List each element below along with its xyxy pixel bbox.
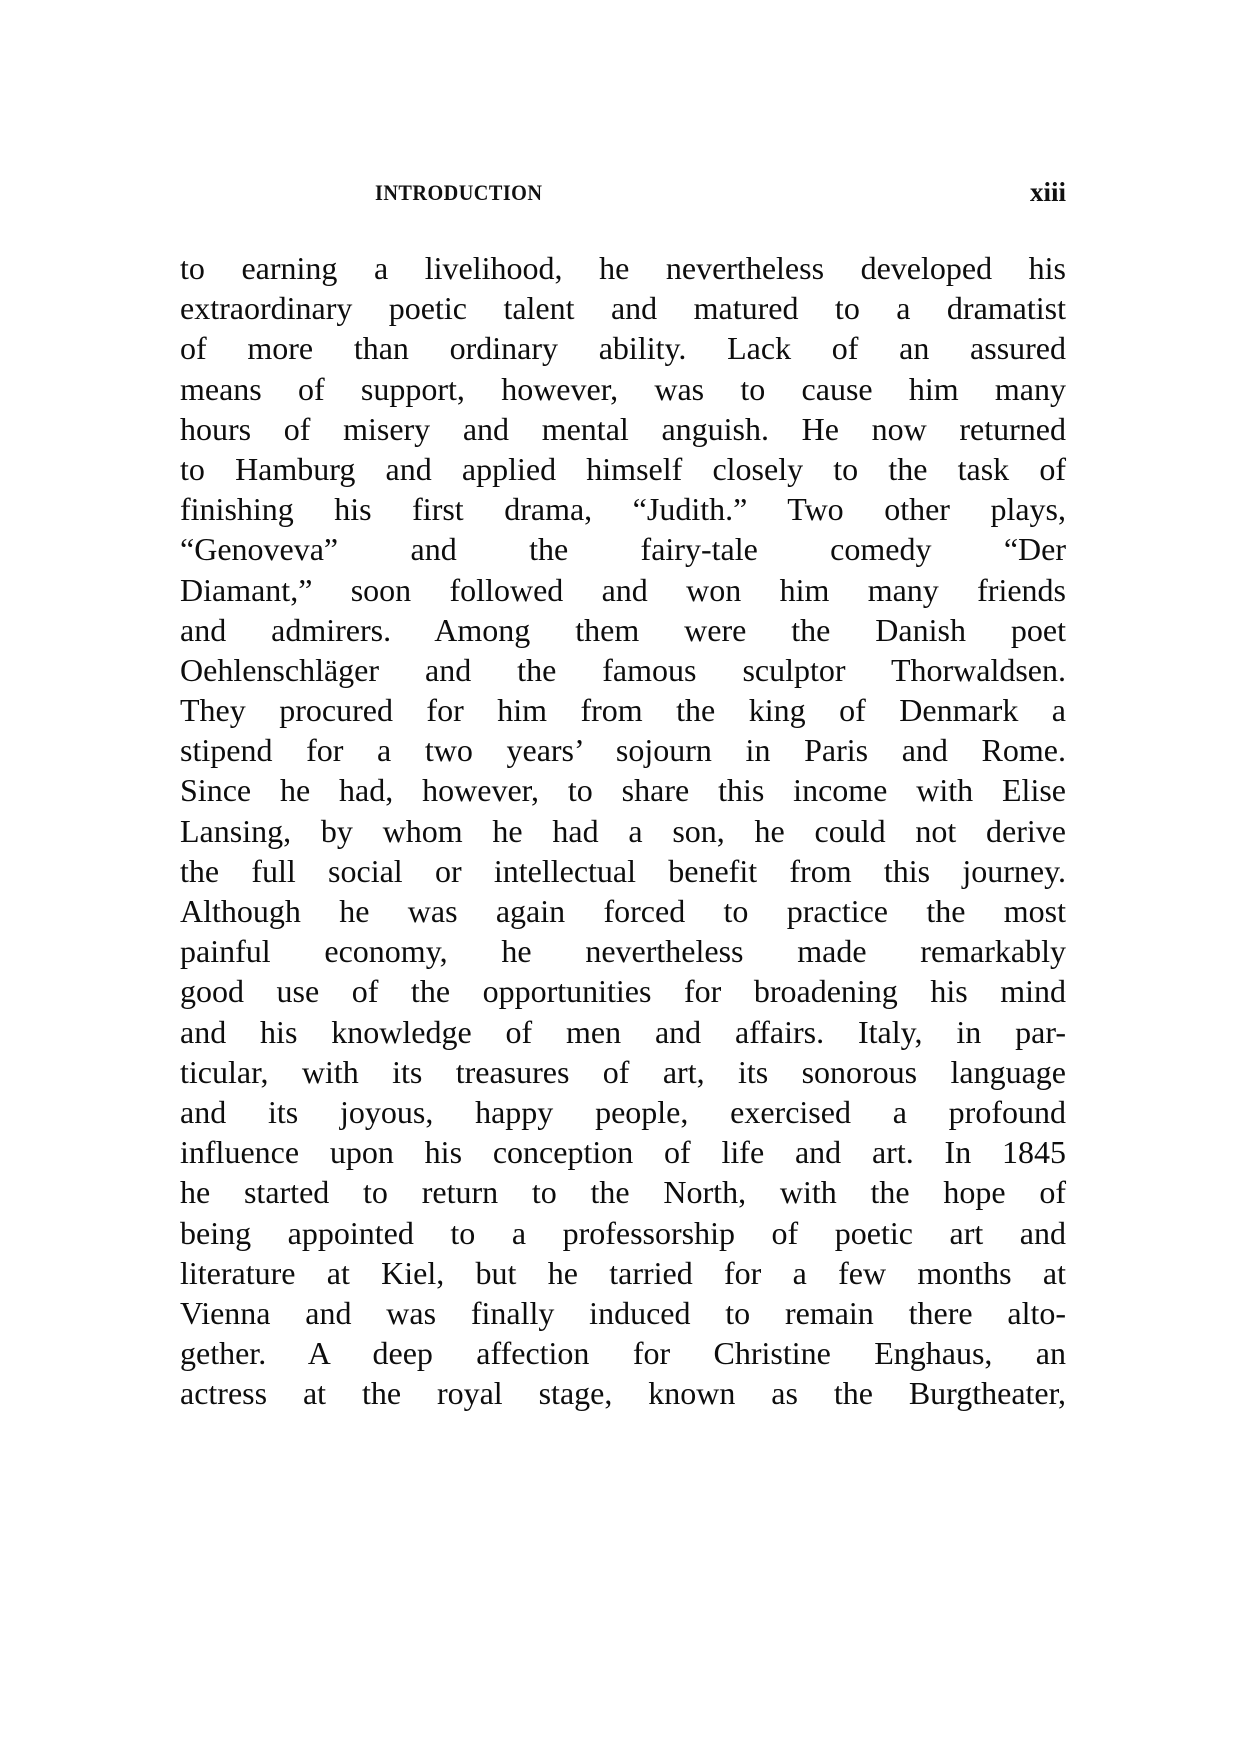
text-line: “Genoveva” and the fairy-tale comedy “Der (180, 531, 1066, 568)
text-line: Lansing, by whom he had a son, he could not derive (180, 812, 1066, 849)
text-line: hours of misery and mental anguish. He now returned (180, 410, 1066, 447)
text-line: and its joyous, happy people, exercised a profound (180, 1093, 1066, 1130)
text-line: stipend for a two years’ sojourn in Paris and Rome. (180, 732, 1066, 769)
text-line: Vienna and was finally induced to remain there alto- (180, 1294, 1066, 1331)
text-line: Oehlenschläger and the famous sculptor Thorwaldsen. (180, 651, 1066, 688)
text-line: ticular, with its treasures of art, its sonorous language (180, 1053, 1066, 1090)
text-line: literature at Kiel, but he tarried for a few months at (180, 1254, 1066, 1291)
chapter-title: INTRODUCTION (375, 180, 543, 205)
text-line: means of support, however, was to cause him many (180, 370, 1066, 407)
text-line: good use of the opportunities for broadening his mind (180, 973, 1066, 1010)
text-line: Diamant,” soon followed and won him many friends (180, 571, 1066, 608)
text-line: being appointed to a professorship of poetic art and (180, 1214, 1066, 1251)
text-line: Since he had, however, to share this income with Elise (180, 772, 1066, 809)
text-line: gether. A deep affection for Christine Enghaus, an (180, 1335, 1066, 1372)
text-line: to earning a livelihood, he nevertheless developed his (180, 250, 1066, 286)
text-line: actress at the royal stage, known as the Burgtheater, (180, 1375, 1066, 1412)
text-line: to Hamburg and applied himself closely to the task of (180, 450, 1066, 487)
page-number: xiii (1029, 177, 1066, 207)
text-line: of more than ordinary ability. Lack of an assured (180, 330, 1066, 367)
text-line: Although he was again forced to practice the most (180, 893, 1066, 929)
text-line: and his knowledge of men and affairs. Italy, in par- (180, 1013, 1066, 1050)
running-head (180, 177, 1066, 210)
text-line: the full social or intellectual benefit from this journey. (180, 852, 1066, 889)
text-line: influence upon his conception of life and art. In 1845 (180, 1134, 1066, 1171)
text-line: extraordinary poetic talent and matured to a dramatist (180, 290, 1066, 327)
text-line: painful economy, he nevertheless made remarkably (180, 933, 1066, 970)
text-line: and admirers. Among them were the Danish poet (180, 611, 1066, 648)
text-line: he started to return to the North, with the hope of (180, 1174, 1066, 1211)
text-line: finishing his first drama, “Judith.” Two other plays, (180, 491, 1066, 528)
body-text (180, 248, 1066, 1413)
text-line: They procured for him from the king of Denmark a (180, 692, 1066, 729)
